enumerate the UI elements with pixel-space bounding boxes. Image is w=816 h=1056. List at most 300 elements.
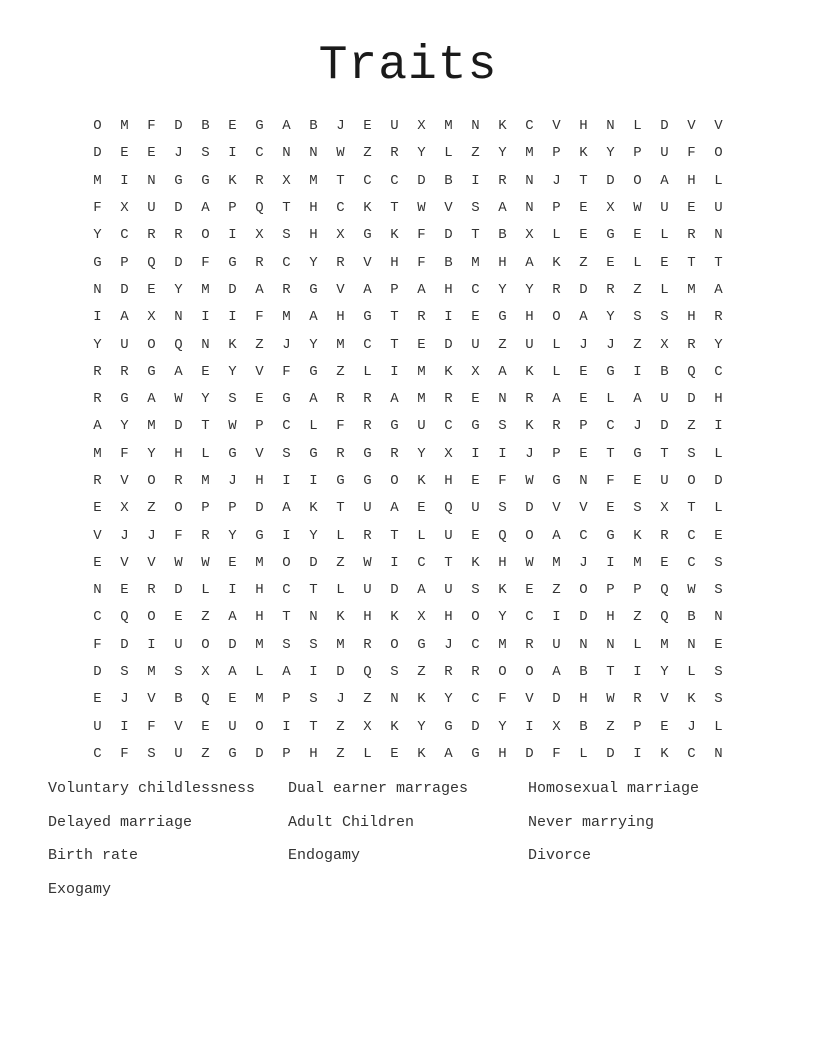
grid-letter: H bbox=[309, 200, 318, 217]
grid-letter: V bbox=[525, 691, 534, 708]
grid-letter: A bbox=[228, 609, 237, 626]
grid-letter: H bbox=[255, 582, 264, 599]
grid-letter: C bbox=[471, 636, 480, 653]
grid-row bbox=[84, 249, 732, 276]
grid-letter: Q bbox=[147, 254, 156, 271]
grid-letter: D bbox=[120, 636, 129, 653]
grid-letter: W bbox=[606, 691, 615, 708]
grid-letter: K bbox=[552, 254, 561, 271]
grid-letter: I bbox=[120, 172, 129, 189]
grid-letter: L bbox=[336, 527, 345, 544]
grid-letter: E bbox=[660, 718, 669, 735]
grid-letter: W bbox=[687, 582, 696, 599]
grid-letter: S bbox=[471, 582, 480, 599]
grid-letter: Z bbox=[363, 145, 372, 162]
grid-letter: F bbox=[147, 718, 156, 735]
grid-letter: T bbox=[606, 664, 615, 681]
grid-letter: M bbox=[93, 445, 102, 462]
grid-letter: A bbox=[552, 664, 561, 681]
grid-letter: R bbox=[444, 664, 453, 681]
grid-letter: G bbox=[363, 445, 372, 462]
grid-letter: G bbox=[228, 254, 237, 271]
word-list-item: Delayed marriage bbox=[48, 813, 193, 831]
grid-letter: M bbox=[282, 309, 291, 326]
grid-letter: I bbox=[228, 309, 237, 326]
grid-letter: P bbox=[552, 145, 561, 162]
grid-letter: N bbox=[309, 609, 318, 626]
grid-letter: N bbox=[174, 309, 183, 326]
grid-letter: I bbox=[390, 363, 399, 380]
grid-letter: C bbox=[282, 254, 291, 271]
grid-letter: Y bbox=[606, 145, 615, 162]
grid-letter: U bbox=[660, 391, 669, 408]
grid-letter: P bbox=[579, 418, 588, 435]
grid-letter: I bbox=[282, 718, 291, 735]
grid-letter: C bbox=[282, 418, 291, 435]
grid-letter: V bbox=[255, 363, 264, 380]
grid-letter: C bbox=[363, 336, 372, 353]
grid-letter: R bbox=[282, 281, 291, 298]
grid-letter: I bbox=[633, 745, 642, 762]
grid-letter: Y bbox=[660, 664, 669, 681]
grid-letter: M bbox=[417, 363, 426, 380]
grid-letter: B bbox=[687, 609, 696, 626]
grid-letter: J bbox=[147, 527, 156, 544]
grid-letter: H bbox=[606, 609, 615, 626]
grid-letter: V bbox=[120, 473, 129, 489]
grid-letter: V bbox=[714, 118, 723, 135]
grid-row bbox=[84, 522, 732, 549]
grid-letter: U bbox=[525, 336, 534, 353]
grid-letter: F bbox=[417, 227, 426, 244]
grid-letter: Z bbox=[633, 281, 642, 298]
grid-letter: Z bbox=[606, 718, 615, 735]
grid-letter: A bbox=[390, 391, 399, 408]
grid-row bbox=[84, 714, 732, 741]
grid-letter: T bbox=[390, 200, 399, 217]
grid-letter: K bbox=[417, 745, 426, 762]
grid-letter: H bbox=[714, 391, 723, 408]
grid-letter: G bbox=[255, 118, 264, 135]
grid-letter: A bbox=[282, 118, 291, 135]
grid-letter: E bbox=[633, 227, 642, 244]
grid-letter: O bbox=[147, 336, 156, 353]
grid-letter: E bbox=[606, 500, 615, 517]
grid-letter: D bbox=[309, 554, 318, 571]
grid-letter: K bbox=[525, 418, 534, 435]
grid-letter: K bbox=[633, 527, 642, 544]
grid-letter: Y bbox=[228, 363, 237, 380]
grid-letter: M bbox=[120, 118, 129, 135]
grid-letter: Z bbox=[336, 363, 345, 380]
grid-letter: R bbox=[471, 664, 480, 681]
grid-letter: L bbox=[714, 172, 723, 189]
grid-letter: N bbox=[714, 745, 723, 762]
grid-letter: Y bbox=[498, 718, 507, 735]
grid-letter: P bbox=[390, 281, 399, 298]
grid-letter: D bbox=[660, 418, 669, 435]
grid-letter: Y bbox=[201, 391, 210, 408]
grid-letter: K bbox=[336, 609, 345, 626]
grid-letter: F bbox=[201, 254, 210, 271]
grid-letter: P bbox=[282, 745, 291, 762]
grid-letter: S bbox=[714, 582, 723, 599]
grid-letter: E bbox=[471, 391, 480, 408]
grid-letter: R bbox=[93, 473, 102, 489]
grid-letter: A bbox=[498, 200, 507, 217]
grid-letter: K bbox=[471, 554, 480, 571]
grid-letter: R bbox=[336, 391, 345, 408]
grid-letter: A bbox=[498, 363, 507, 380]
grid-letter: N bbox=[714, 609, 723, 626]
grid-letter: E bbox=[363, 118, 372, 135]
grid-letter: A bbox=[552, 391, 561, 408]
grid-letter: G bbox=[309, 363, 318, 380]
grid-letter: N bbox=[525, 200, 534, 217]
grid-letter: K bbox=[687, 691, 696, 708]
grid-letter: E bbox=[93, 691, 102, 708]
grid-letter: R bbox=[120, 363, 129, 380]
grid-letter: Y bbox=[93, 227, 102, 244]
grid-row bbox=[84, 168, 732, 195]
grid-letter: R bbox=[444, 391, 453, 408]
grid-letter: H bbox=[363, 609, 372, 626]
grid-letter: M bbox=[255, 691, 264, 708]
grid-letter: D bbox=[174, 118, 183, 135]
grid-row bbox=[84, 277, 732, 304]
grid-letter: E bbox=[93, 500, 102, 517]
grid-letter: Z bbox=[363, 691, 372, 708]
grid-letter: S bbox=[687, 445, 696, 462]
grid-letter: A bbox=[309, 309, 318, 326]
grid-letter: Z bbox=[687, 418, 696, 435]
grid-letter: L bbox=[363, 363, 372, 380]
grid-letter: I bbox=[471, 445, 480, 462]
grid-letter: I bbox=[633, 363, 642, 380]
grid-letter: N bbox=[525, 172, 534, 189]
grid-letter: E bbox=[93, 554, 102, 571]
grid-letter: D bbox=[174, 254, 183, 271]
grid-letter: Z bbox=[147, 500, 156, 517]
grid-letter: G bbox=[120, 391, 129, 408]
grid-letter: F bbox=[336, 418, 345, 435]
grid-letter: I bbox=[444, 309, 453, 326]
grid-letter: M bbox=[336, 336, 345, 353]
grid-letter: R bbox=[336, 445, 345, 462]
grid-letter: W bbox=[201, 554, 210, 571]
grid-letter: I bbox=[282, 527, 291, 544]
grid-row bbox=[84, 441, 732, 468]
grid-letter: U bbox=[363, 582, 372, 599]
grid-letter: A bbox=[417, 582, 426, 599]
grid-letter: E bbox=[579, 363, 588, 380]
grid-letter: R bbox=[552, 418, 561, 435]
grid-letter: J bbox=[120, 527, 129, 544]
grid-letter: I bbox=[390, 554, 399, 571]
grid-letter: Z bbox=[579, 254, 588, 271]
grid-letter: M bbox=[201, 281, 210, 298]
grid-letter: H bbox=[174, 445, 183, 462]
grid-letter: I bbox=[471, 172, 480, 189]
grid-letter: G bbox=[228, 445, 237, 462]
grid-letter: X bbox=[255, 227, 264, 244]
grid-letter: O bbox=[714, 145, 723, 162]
grid-letter: R bbox=[93, 391, 102, 408]
grid-letter: J bbox=[174, 145, 183, 162]
grid-letter: I bbox=[525, 718, 534, 735]
grid-letter: J bbox=[579, 336, 588, 353]
grid-letter: J bbox=[120, 691, 129, 708]
grid-letter: Z bbox=[552, 582, 561, 599]
grid-letter: H bbox=[687, 309, 696, 326]
grid-letter: T bbox=[336, 172, 345, 189]
grid-letter: F bbox=[147, 118, 156, 135]
grid-letter: E bbox=[417, 500, 426, 517]
grid-letter: S bbox=[147, 745, 156, 762]
grid-letter: T bbox=[714, 254, 723, 271]
grid-letter: N bbox=[282, 145, 291, 162]
grid-letter: R bbox=[390, 145, 399, 162]
grid-letter: D bbox=[525, 500, 534, 517]
grid-letter: A bbox=[282, 664, 291, 681]
grid-row bbox=[84, 359, 732, 386]
grid-letter: L bbox=[363, 745, 372, 762]
grid-letter: R bbox=[147, 227, 156, 244]
grid-letter: G bbox=[228, 745, 237, 762]
grid-letter: Y bbox=[498, 609, 507, 626]
grid-letter: J bbox=[525, 445, 534, 462]
grid-letter: N bbox=[687, 636, 696, 653]
grid-letter: Q bbox=[444, 500, 453, 517]
grid-letter: F bbox=[255, 309, 264, 326]
grid-letter: C bbox=[444, 418, 453, 435]
grid-letter: W bbox=[174, 391, 183, 408]
grid-letter: Z bbox=[201, 609, 210, 626]
grid-row bbox=[84, 413, 732, 440]
grid-row bbox=[84, 195, 732, 222]
grid-letter: R bbox=[93, 363, 102, 380]
grid-letter: U bbox=[390, 118, 399, 135]
grid-letter: L bbox=[606, 391, 615, 408]
grid-letter: M bbox=[417, 391, 426, 408]
grid-letter: D bbox=[174, 582, 183, 599]
grid-letter: R bbox=[714, 309, 723, 326]
grid-letter: E bbox=[714, 636, 723, 653]
grid-letter: G bbox=[606, 363, 615, 380]
grid-letter: U bbox=[147, 200, 156, 217]
grid-letter: A bbox=[309, 391, 318, 408]
grid-letter: K bbox=[309, 500, 318, 517]
grid-letter: I bbox=[309, 473, 318, 489]
grid-letter: D bbox=[660, 118, 669, 135]
grid-letter: N bbox=[93, 281, 102, 298]
grid-letter: L bbox=[714, 500, 723, 517]
grid-letter: I bbox=[552, 609, 561, 626]
grid-letter: N bbox=[579, 636, 588, 653]
grid-letter: T bbox=[336, 500, 345, 517]
grid-letter: K bbox=[579, 145, 588, 162]
grid-letter: P bbox=[552, 200, 561, 217]
grid-letter: T bbox=[309, 582, 318, 599]
grid-letter: R bbox=[525, 391, 534, 408]
grid-letter: Y bbox=[525, 281, 534, 298]
grid-letter: N bbox=[606, 636, 615, 653]
grid-letter: R bbox=[363, 636, 372, 653]
grid-letter: F bbox=[120, 445, 129, 462]
grid-letter: U bbox=[120, 336, 129, 353]
grid-row bbox=[84, 686, 732, 713]
grid-letter: C bbox=[336, 200, 345, 217]
grid-letter: F bbox=[93, 636, 102, 653]
grid-letter: Z bbox=[471, 145, 480, 162]
grid-letter: S bbox=[660, 309, 669, 326]
grid-letter: L bbox=[201, 582, 210, 599]
grid-letter: V bbox=[552, 118, 561, 135]
grid-letter: X bbox=[660, 336, 669, 353]
grid-letter: O bbox=[147, 609, 156, 626]
grid-letter: F bbox=[282, 363, 291, 380]
grid-letter: V bbox=[444, 200, 453, 217]
grid-letter: I bbox=[228, 582, 237, 599]
grid-letter: E bbox=[579, 445, 588, 462]
grid-letter: M bbox=[147, 418, 156, 435]
grid-letter: D bbox=[444, 227, 453, 244]
grid-letter: V bbox=[660, 691, 669, 708]
grid-letter: E bbox=[660, 254, 669, 271]
grid-letter: W bbox=[174, 554, 183, 571]
grid-letter: D bbox=[228, 636, 237, 653]
grid-letter: V bbox=[363, 254, 372, 271]
grid-letter: G bbox=[390, 418, 399, 435]
grid-letter: V bbox=[174, 718, 183, 735]
grid-letter: E bbox=[471, 473, 480, 489]
grid-letter: A bbox=[363, 281, 372, 298]
grid-letter: Z bbox=[201, 745, 210, 762]
grid-letter: Y bbox=[444, 691, 453, 708]
grid-letter: M bbox=[660, 636, 669, 653]
grid-letter: I bbox=[282, 473, 291, 489]
grid-letter: E bbox=[201, 718, 210, 735]
grid-letter: H bbox=[255, 473, 264, 489]
grid-letter: E bbox=[579, 227, 588, 244]
grid-letter: K bbox=[444, 363, 453, 380]
grid-letter: H bbox=[390, 254, 399, 271]
grid-letter: O bbox=[498, 664, 507, 681]
grid-letter: K bbox=[498, 582, 507, 599]
grid-letter: B bbox=[660, 363, 669, 380]
grid-letter: O bbox=[282, 554, 291, 571]
grid-letter: Z bbox=[336, 745, 345, 762]
grid-letter: R bbox=[633, 691, 642, 708]
grid-letter: H bbox=[444, 281, 453, 298]
grid-letter: C bbox=[120, 227, 129, 244]
grid-letter: Q bbox=[687, 363, 696, 380]
grid-letter: G bbox=[471, 418, 480, 435]
grid-letter: V bbox=[147, 691, 156, 708]
grid-letter: I bbox=[633, 664, 642, 681]
grid-letter: M bbox=[336, 636, 345, 653]
grid-letter: Y bbox=[498, 145, 507, 162]
grid-letter: L bbox=[579, 745, 588, 762]
grid-letter: O bbox=[93, 118, 102, 135]
grid-letter: A bbox=[525, 254, 534, 271]
grid-letter: E bbox=[228, 554, 237, 571]
grid-letter: O bbox=[174, 500, 183, 517]
grid-letter: D bbox=[687, 391, 696, 408]
grid-letter: G bbox=[633, 445, 642, 462]
grid-letter: P bbox=[201, 500, 210, 517]
grid-letter: D bbox=[93, 145, 102, 162]
page-title: Traits bbox=[318, 39, 498, 93]
grid-letter: C bbox=[282, 582, 291, 599]
grid-letter: I bbox=[498, 445, 507, 462]
grid-letter: R bbox=[336, 254, 345, 271]
grid-letter: N bbox=[471, 118, 480, 135]
word-list-item: Homosexual marriage bbox=[528, 780, 700, 797]
grid-letter: W bbox=[336, 145, 345, 162]
grid-letter: P bbox=[552, 445, 561, 462]
grid-letter: R bbox=[174, 227, 183, 244]
grid-letter: M bbox=[471, 254, 480, 271]
grid-letter: N bbox=[498, 391, 507, 408]
grid-letter: T bbox=[309, 718, 318, 735]
grid-letter: O bbox=[471, 609, 480, 626]
grid-row bbox=[84, 140, 732, 167]
grid-letter: F bbox=[498, 473, 507, 489]
grid-letter: S bbox=[309, 636, 318, 653]
grid-letter: O bbox=[525, 664, 534, 681]
grid-letter: C bbox=[606, 418, 615, 435]
grid-letter: Y bbox=[417, 145, 426, 162]
grid-letter: B bbox=[579, 718, 588, 735]
grid-letter: T bbox=[606, 445, 615, 462]
grid-letter: T bbox=[660, 445, 669, 462]
grid-letter: X bbox=[606, 200, 615, 217]
grid-letter: F bbox=[417, 254, 426, 271]
grid-letter: P bbox=[633, 582, 642, 599]
grid-letter: Z bbox=[498, 336, 507, 353]
grid-letter: X bbox=[525, 227, 534, 244]
grid-letter: E bbox=[201, 363, 210, 380]
grid-letter: C bbox=[714, 363, 723, 380]
grid-letter: S bbox=[201, 145, 210, 162]
grid-letter: M bbox=[201, 473, 210, 489]
grid-letter: A bbox=[282, 500, 291, 517]
grid-letter: O bbox=[552, 309, 561, 326]
grid-letter: F bbox=[606, 473, 615, 489]
grid-letter: A bbox=[417, 281, 426, 298]
grid-letter: O bbox=[201, 636, 210, 653]
grid-letter: C bbox=[687, 554, 696, 571]
word-list-item: Birth rate bbox=[48, 847, 139, 864]
grid-letter: H bbox=[498, 554, 507, 571]
grid-letter: L bbox=[714, 718, 723, 735]
grid-letter: E bbox=[174, 609, 183, 626]
grid-letter: Y bbox=[498, 281, 507, 298]
grid-letter: U bbox=[417, 418, 426, 435]
grid-letter: J bbox=[336, 691, 345, 708]
grid-letter: W bbox=[633, 200, 642, 217]
grid-letter: U bbox=[471, 500, 480, 517]
grid-letter: H bbox=[336, 309, 345, 326]
grid-letter: T bbox=[390, 527, 399, 544]
grid-letter: U bbox=[660, 145, 669, 162]
grid-letter: F bbox=[93, 200, 102, 217]
grid-letter: C bbox=[471, 281, 480, 298]
grid-letter: T bbox=[687, 500, 696, 517]
grid-letter: R bbox=[363, 418, 372, 435]
grid-letter: B bbox=[444, 172, 453, 189]
